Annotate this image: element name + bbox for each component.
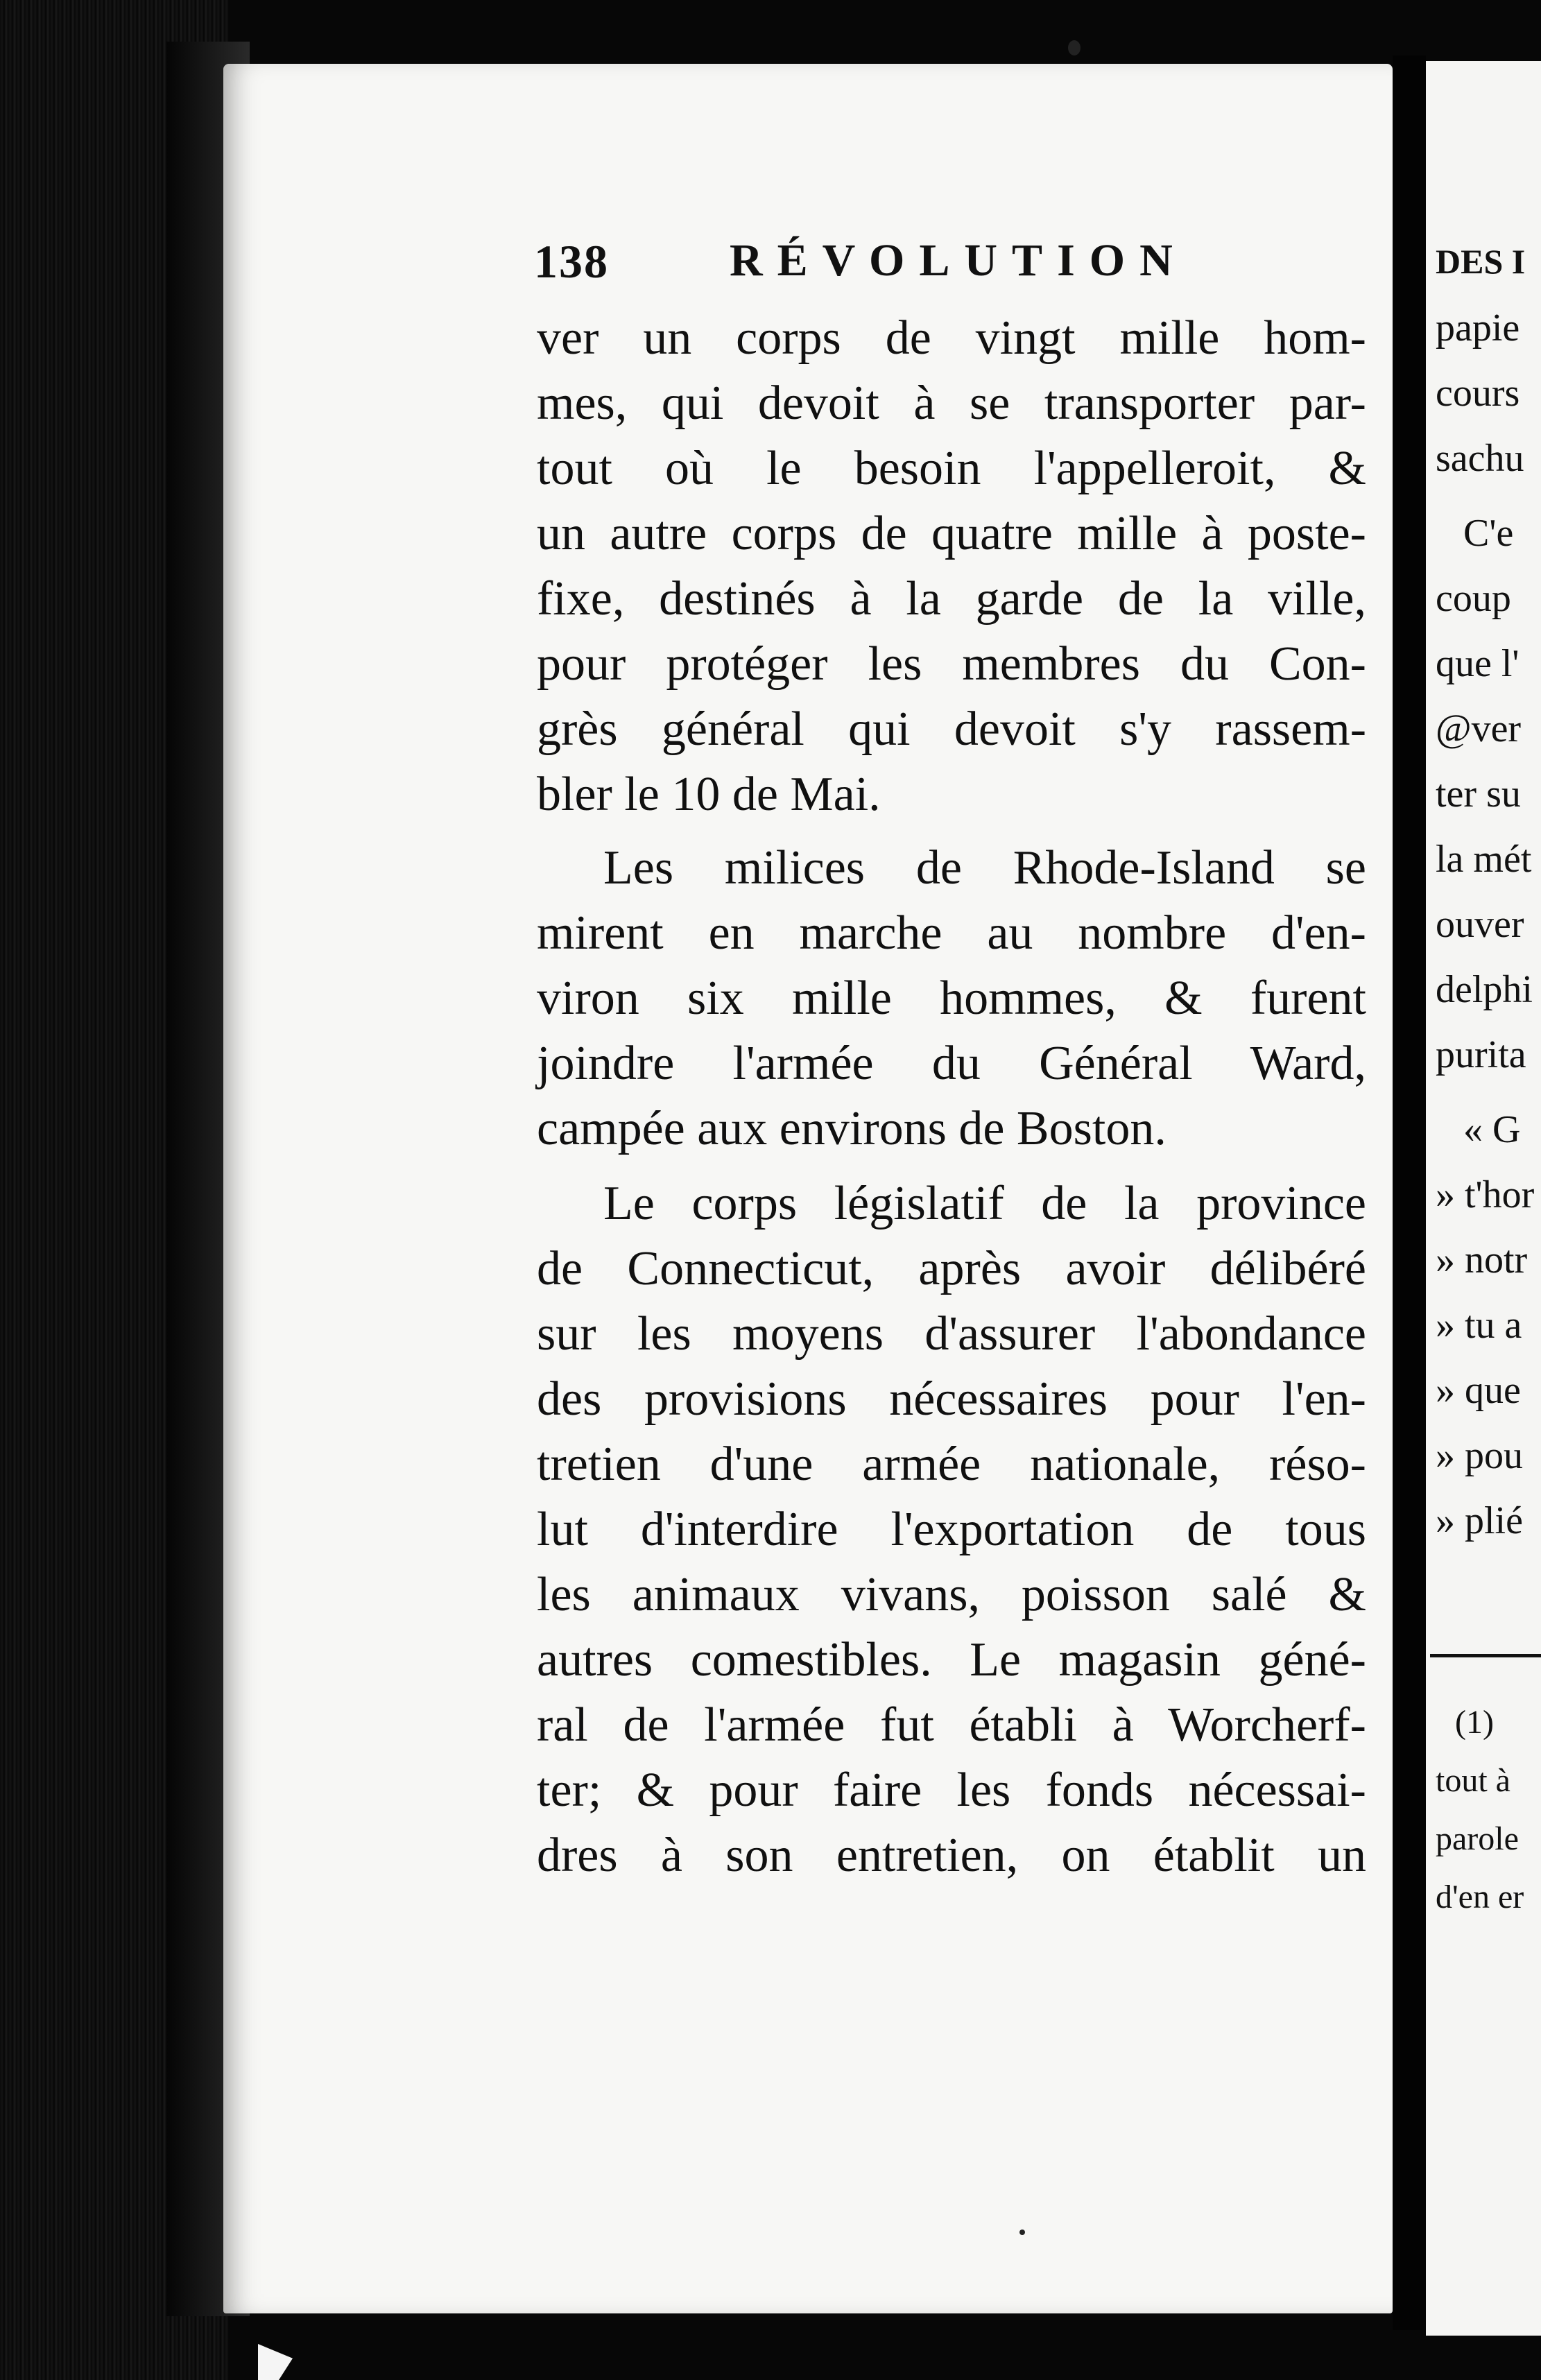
facing-line: » que bbox=[1436, 1369, 1521, 1412]
text-line: tretien d'une armée nationale, réso- bbox=[537, 1438, 1366, 1491]
page-corner bbox=[258, 2344, 293, 2380]
text-line: les animaux vivans, poisson salé & bbox=[537, 1568, 1366, 1621]
facing-line: » tu a bbox=[1436, 1304, 1522, 1347]
text-line: Les milices de Rhode-Island se bbox=[603, 841, 1366, 895]
page-number: 138 bbox=[534, 235, 609, 288]
text-line: ter; & pour faire les fonds nécessai- bbox=[537, 1764, 1366, 1817]
gutter bbox=[1393, 55, 1426, 2330]
facing-line: cours bbox=[1436, 372, 1520, 415]
facing-line: coup bbox=[1436, 577, 1511, 620]
facing-line: la mét bbox=[1436, 838, 1532, 881]
facing-line: ter su bbox=[1436, 773, 1521, 816]
text-line: lut d'interdire l'exportation de tous bbox=[537, 1503, 1366, 1556]
text-line: dres à son entretien, on établit un bbox=[537, 1829, 1366, 1882]
text-line: mirent en marche au nombre d'en- bbox=[537, 906, 1366, 960]
text-line: campée aux environs de Boston. bbox=[537, 1102, 1166, 1155]
facing-footnote-line: parole bbox=[1436, 1820, 1519, 1857]
facing-line: « G bbox=[1463, 1108, 1521, 1151]
facing-line: » notr bbox=[1436, 1239, 1528, 1282]
text-line: pour protéger les membres du Con- bbox=[537, 637, 1366, 691]
facing-line: que l' bbox=[1436, 642, 1520, 685]
facing-footnote-line: tout à bbox=[1436, 1762, 1510, 1799]
text-line: joindre l'armée du Général Ward, bbox=[537, 1037, 1366, 1090]
footnote-rule bbox=[1430, 1654, 1541, 1657]
facing-line: ouver bbox=[1436, 903, 1524, 946]
facing-line: @ver bbox=[1436, 707, 1522, 750]
text-line: ver un corps de vingt mille hom- bbox=[537, 311, 1366, 365]
facing-line: papie bbox=[1436, 307, 1520, 350]
page-header bbox=[534, 234, 1352, 297]
text-line: grès général qui devoit s'y rassem- bbox=[537, 702, 1366, 756]
text-line: fixe, destinés à la garde de la ville, bbox=[537, 572, 1366, 626]
text-line: ral de l'armée fut établi à Worcherf- bbox=[537, 1698, 1366, 1752]
facing-line: delphi bbox=[1436, 968, 1533, 1011]
text-line: un autre corps de quatre mille à poste- bbox=[537, 507, 1366, 560]
running-head: RÉVOLUTION bbox=[730, 235, 1187, 286]
facing-line: C'e bbox=[1463, 512, 1514, 555]
text-line: des provisions nécessaires pour l'en- bbox=[537, 1372, 1366, 1426]
text-line: de Connecticut, après avoir délibéré bbox=[537, 1242, 1366, 1295]
facing-footnote-line: d'en er bbox=[1436, 1879, 1524, 1915]
facing-line: » pou bbox=[1436, 1434, 1523, 1477]
text-line: Le corps législatif de la province bbox=[603, 1177, 1366, 1230]
facing-line: sachu bbox=[1436, 437, 1524, 480]
facing-line: » t'hor bbox=[1436, 1173, 1535, 1216]
facing-header-text: DES I bbox=[1436, 242, 1526, 281]
facing-footnote-line: (1) bbox=[1455, 1704, 1494, 1741]
facing-line: » plié bbox=[1436, 1499, 1523, 1542]
facing-line: purita bbox=[1436, 1033, 1526, 1076]
ink-speck bbox=[1068, 40, 1081, 55]
text-line: mes, qui devoit à se transporter par- bbox=[537, 377, 1366, 430]
text-line: viron six mille hommes, & furent bbox=[537, 972, 1366, 1025]
ink-speck bbox=[1019, 2230, 1025, 2235]
text-line: bler le 10 de Mai. bbox=[537, 768, 881, 821]
text-line: autres comestibles. Le magasin géné- bbox=[537, 1633, 1366, 1687]
text-line: sur les moyens d'assurer l'abondance bbox=[537, 1307, 1366, 1361]
text-line: tout où le besoin l'appelleroit, & bbox=[537, 442, 1366, 495]
